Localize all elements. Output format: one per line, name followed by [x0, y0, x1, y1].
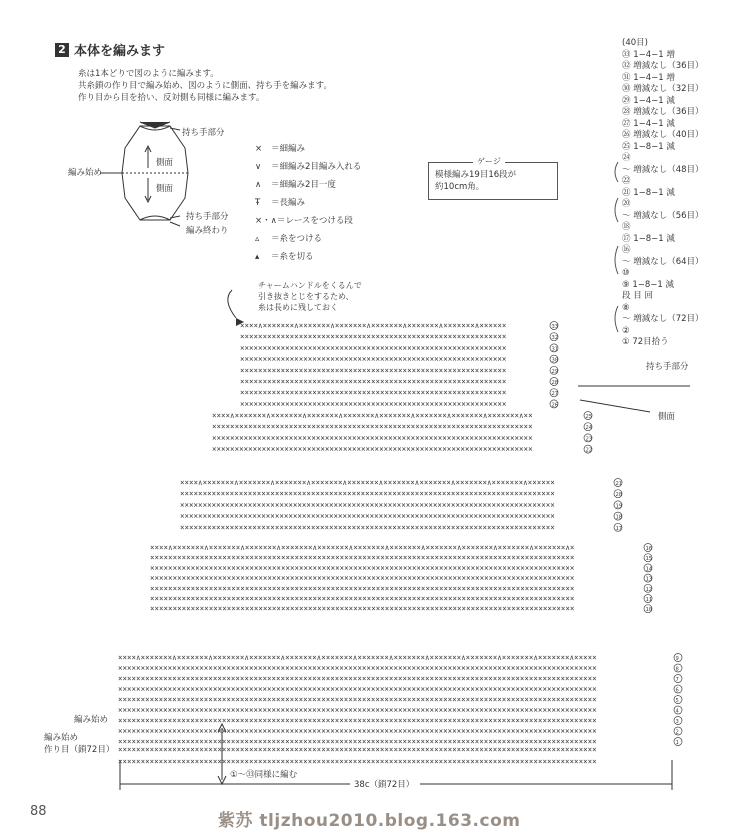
- label-start: 編み始め: [68, 168, 103, 178]
- stitch-row: ××××××××××××××××××××××××××××××××××××××××××××××××××××××××××××××××××××××××××××××××××××××××××××××: [150, 553, 575, 563]
- stitch-row: ××××××××××××××××××××××××××××××××××××××××××××××××××××××××××××××××××××××××××××××××××××××××××××××××××××××××××: [118, 716, 597, 725]
- stitch-row: ×××××××××××××××××××××××××××××××××××××××××××××××××××××××××××: [240, 377, 507, 386]
- row-instruction: ㉒: [622, 176, 631, 186]
- row-instruction: ㉔: [622, 153, 631, 163]
- stitch-row: ××××××××××××××××××××××××××××××××××××××××××××××××××××××××××××××××××××××××××××××××××××××××××××××: [150, 573, 575, 583]
- row-instruction: ⑱: [622, 222, 631, 232]
- repeat-label: ①〜㉝同様に編む: [230, 770, 298, 780]
- row-number: 16: [645, 546, 653, 552]
- note-leader-line: [228, 290, 236, 318]
- label-side-bottom: 側面: [156, 184, 174, 194]
- row-instruction: ㉘ 増減なし（36目）: [622, 107, 704, 117]
- stitch-row: ×××××××××××××××××××××××××××××××××××××××××××××××××××××××××××××××××××××××××××××××××××: [180, 489, 555, 499]
- width-label: 38c（鎖72目）: [354, 780, 415, 790]
- watermark: 紫苏 tljzhou2010.blog.163.com: [218, 811, 521, 831]
- row-instruction: (40目): [622, 38, 648, 48]
- row-instruction: ㉜ 増減なし（36目）: [622, 61, 704, 71]
- stitch-row: ×××××××××××××××××××××××××××××××××××××××××××××××××××××××××××: [240, 388, 507, 398]
- row-number: 7: [675, 677, 679, 683]
- row-number: 4: [675, 708, 679, 715]
- stitch-row: ××××××××××××××××××××××××××××××××××××××××××××××××××××××××××××××××××××××××××××××××××××××××××××××××××××××××××: [118, 737, 597, 746]
- stitch-row: ××××∧×××××××∧×××××××∧×××××××∧×××××××∧×××××××∧×××××××∧×××××××∧×××××××∧×××××××∧××××××: [180, 478, 555, 487]
- row-number: 26: [551, 402, 559, 409]
- stitch-row: ×××××××××××××××××××××××××××××××××××××××××××××××××××××××××××: [240, 365, 507, 375]
- stitch-row: ×××××××××××××××××××××××××××××××××××××××××××××××××××××××××××: [240, 343, 507, 353]
- legend-row: ▴ ＝糸を切る: [255, 248, 361, 266]
- stitch-row: ×××××××××××××××××××××××××××××××××××××××××××××××××××××××××××: [240, 399, 507, 409]
- row-number: 31: [551, 346, 559, 353]
- stitch-row: ××××∧×××××××∧×××××××∧×××××××∧×××××××∧×××××××∧×××××××∧×××××××∧×××××××∧××: [212, 411, 533, 420]
- row-instruction: 〜 増減なし（72目）: [622, 314, 704, 324]
- row-number: 32: [551, 335, 559, 342]
- row-instruction: ⑯: [622, 245, 631, 255]
- legend-row: ▵ ＝糸をつける: [255, 230, 361, 248]
- section-title-text: 本体を編みます: [74, 44, 166, 59]
- row-instruction: 〜 増減なし（48目）: [622, 164, 704, 175]
- stitch-row: ×××××××××××××××××××××××××××××××××××××××××××××××××××××××××××××××××××××××: [212, 444, 533, 454]
- row-instruction: ㉗ 1−4−1 減: [622, 118, 675, 129]
- row-number: 17: [615, 525, 623, 532]
- intro-line: 糸は1本どりで図のように編みます。: [78, 69, 219, 79]
- gauge-line: 約10cm角。: [435, 182, 485, 192]
- row-number: 9: [675, 656, 679, 662]
- row-number: 15: [645, 556, 653, 563]
- row-instruction: ㉝ 1−4−1 増: [622, 49, 675, 60]
- row-number: 14: [645, 566, 653, 573]
- stitch-row: ××××××××××××××××××××××××××××××××××××××××××××××××××××××××××××××××××××××××××××××××××××××××××××××××××××××××××: [118, 695, 597, 704]
- stitch-row: ××××××××××××××××××××××××××××××××××××××××××××××××××××××××××××××××××××××××××××××××××××××××××××××××××××××××××: [118, 674, 597, 683]
- row-instruction: ㉚ 増減なし（32目）: [622, 84, 704, 94]
- stitch-row: ××××××××××××××××××××××××××××××××××××××××××××××××××××××××××××××××××××××××××××××××××××××××××××××: [150, 563, 575, 573]
- intro-line: 作り目から目を拾い、反対側も同様に編みます。: [78, 93, 265, 103]
- row-number: 30: [551, 357, 559, 364]
- sc-inc-symbol-icon: ∨: [255, 162, 262, 172]
- row-instruction: ⑳: [622, 199, 631, 209]
- stitch-row: ××××××××××××××××××××××××××××××××××××××××××××××××××××××××××××××××××××××××××××××××××××××××××××××: [150, 583, 575, 593]
- row-instruction: ②: [622, 325, 630, 336]
- stitch-row: ××××∧×××××××∧×××××××∧×××××××∧×××××××∧×××××××∧×××××××∧×××××××∧×××××××∧×××××××∧×××××××∧×××××××∧×: [150, 543, 575, 552]
- sc-dec-symbol-icon: ∧: [255, 180, 262, 190]
- row-number: 3: [675, 719, 679, 725]
- row-number: 5: [675, 698, 679, 704]
- row-instruction: ㉖ 増減なし（40目）: [622, 130, 704, 140]
- stitch-row: ××××∧×××××××∧×××××××∧×××××××∧×××××××∧×××××××∧×××××××∧×××××××∧×××××××∧×××××××∧×××××××∧×××××××∧×××××××∧×××××: [118, 653, 597, 662]
- row-instruction: ① 72目拾う: [622, 337, 669, 347]
- stitch-row: ××××∧×××××××∧×××××××∧×××××××∧×××××××∧×××××××∧×××××××∧××××××: [240, 321, 507, 330]
- row-instruction: ⑧: [622, 302, 630, 313]
- row-number: 6: [675, 687, 679, 694]
- label-handle-top: 持ち手部分: [182, 128, 225, 138]
- stitch-row: ××××××××××××××××××××××××××××××××××××××××××××××××××××××××××××××××××××××××××××××××××××××××××××××: [150, 604, 575, 614]
- row-instruction: ⑨ 1−8−1 減: [622, 279, 674, 290]
- stitch-row: ××××××××××××××××××××××××××××××××××××××××××××××××××××××××××××××××××××××××××××××××××××××××××××××: [150, 594, 575, 603]
- stitch-row: ××××××××××××××××××××××××××××××××××××××××××××××××××××××××××××××××××××××××××××××××××××××××××××××××××××××××××: [118, 684, 597, 694]
- sc-symbol-icon: ×: [255, 144, 263, 154]
- row-number: 2: [675, 729, 679, 736]
- foundation-row: ××××××××××××××××××××××××××××××××××××××××××××××××××××××××××××××××××××××××××××××××××××××××××××××××××××××××××: [118, 757, 597, 766]
- charm-handle-note: チャームハンドルをくるんで 引き抜きとじをするため、 糸は長めに残しておく: [258, 281, 362, 312]
- foundation-label: 編み始め 作り目（鎖72目）: [44, 733, 115, 755]
- stitch-row: ×××××××××××××××××××××××××××××××××××××××××××××××××××××××××××××××××××××××××××××××××××: [180, 500, 555, 510]
- stitch-row: ×××××××××××××××××××××××××××××××××××××××××××××××××××××××××××××××××××××××××××××××××××: [180, 511, 555, 521]
- row-number: 18: [615, 514, 623, 521]
- legend-row: ∧ ＝細編み2目一度: [255, 176, 361, 194]
- row-number: 27: [551, 391, 559, 398]
- row-instruction: ㉕ 1−8−1 減: [622, 141, 675, 152]
- gauge-line: 模様編み19目16段が: [435, 170, 517, 180]
- row-number: 29: [551, 368, 559, 375]
- chart-start-label: 編み始め: [74, 715, 109, 725]
- section-number: 2: [55, 43, 69, 57]
- stitch-row: ×××××××××××××××××××××××××××××××××××××××××××××××××××××××××××××××××××××××: [212, 433, 533, 443]
- dc-symbol-icon: Ŧ: [255, 198, 261, 208]
- join-yarn-icon: ▵: [255, 234, 260, 244]
- row-number: 19: [615, 503, 623, 510]
- legend-row: × ＝細編み: [255, 140, 361, 158]
- stitch-row: ×××××××××××××××××××××××××××××××××××××××××××××××××××××××××××: [240, 354, 507, 364]
- stitch-row: ×××××××××××××××××××××××××××××××××××××××××××××××××××××××××××××××××××××××××××××××××××: [180, 522, 555, 532]
- row-number: 1: [675, 740, 679, 746]
- row-number: 8: [675, 666, 679, 673]
- row-instruction: ㉑ 1−8−1 減: [622, 187, 675, 198]
- row-number: 12: [645, 586, 653, 593]
- intro-line: 共糸鎖の作り目で編み始め、図のように側面、持ち手を編みます。: [78, 81, 332, 91]
- legend-row: Ŧ ＝長編み: [255, 194, 361, 212]
- stitch-row: ××××××××××××××××××××××××××××××××××××××××××××××××××××××××××××××××××××××××××××××××××××××××××××××××××××××××××: [118, 705, 597, 715]
- stitch-row: ×××××××××××××××××××××××××××××××××××××××××××××××××××××××××××××××××××××××: [212, 422, 533, 432]
- row-instruction: ㉙ 1−4−1 減: [622, 95, 675, 106]
- row-instruction: 段 目 回: [622, 291, 653, 301]
- cut-yarn-icon: ▴: [255, 252, 260, 262]
- row-instruction: ⑰ 1−8−1 減: [622, 233, 675, 244]
- gauge-label: ゲージ: [473, 156, 505, 168]
- row-number: 21: [615, 481, 623, 487]
- label-end: 編み終わり: [186, 226, 229, 236]
- label-side-top: 側面: [156, 158, 174, 168]
- row-instruction: 〜 増減なし（56目）: [622, 210, 704, 221]
- stitch-row: ×××××××××××××××××××××××××××××××××××××××××××××××××××××××××××: [240, 332, 507, 342]
- row-number: 24: [585, 425, 593, 432]
- side-label: 側面: [658, 412, 676, 422]
- legend-row: ×・∧＝レースをつける段: [255, 212, 361, 230]
- page-number: 88: [30, 804, 47, 819]
- stitch-row: ××××××××××××××××××××××××××××××××××××××××××××××××××××××××××××××××××××××××××××××××××××××××××××××××××××××××××: [118, 726, 597, 736]
- row-number: 23: [585, 436, 593, 443]
- row-number: 25: [585, 414, 593, 420]
- lace-symbol-icon: ×・∧: [255, 216, 277, 226]
- handle-part-label: 持ち手部分: [646, 362, 689, 372]
- row-instruction: 〜 増減なし（64目）: [622, 256, 704, 267]
- row-number: 11: [645, 597, 653, 603]
- row-number: 10: [645, 607, 653, 614]
- row-number: 33: [551, 324, 559, 330]
- row-number: 13: [645, 576, 653, 583]
- legend-row: ∨ ＝細編み2目編み入れる: [255, 158, 361, 176]
- row-instruction: ㉛ 1−4−1 増: [622, 72, 675, 83]
- foundation-row: ××××××××××××××××××××××××××××××××××××××××××××××××××××××××××××××××××××××××××××××××××××××××××××××××××××××××××: [118, 745, 597, 754]
- row-number: 20: [615, 492, 623, 499]
- row-number: 28: [551, 380, 559, 386]
- stitch-row: ××××××××××××××××××××××××××××××××××××××××××××××××××××××××××××××××××××××××××××××××××××××××××××××××××××××××××: [118, 663, 597, 673]
- row-instruction: ⑩: [622, 268, 630, 278]
- row-number: 22: [585, 447, 593, 454]
- side-pointer-line: [580, 400, 650, 412]
- label-handle-bottom: 持ち手部分: [186, 212, 229, 222]
